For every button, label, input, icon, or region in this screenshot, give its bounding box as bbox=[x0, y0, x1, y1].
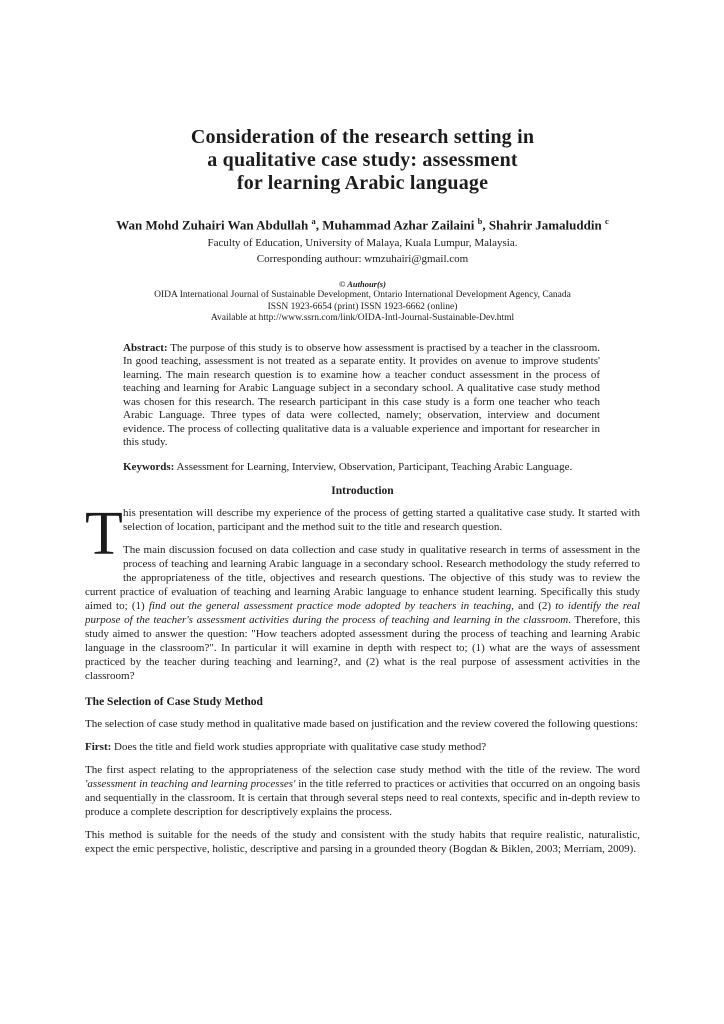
abstract-text: The purpose of this study is to observe how assessment is practised by a teacher in the classroom. In good teaching, assessment is not treated as a separate entity. It provides on avenue to improve students' learning. The main research question is to examine how a teacher conduct assessment in the process of teaching and learning for Arabic Language subject in a secondary school. A qualitative case study method was chosen for this research. The research participant in this case study is a form one teacher who teach Arabic Language. Three types of data were collected, namely; observation, interview and document evidence. The process of collecting qualitative data is a valuable experience and important for researcher in this study. bbox=[123, 341, 600, 449]
keywords-label: Keywords: bbox=[123, 460, 175, 473]
selection-p2-segment-3: in the title referred to practices or activities that occurred on an ongoing basis and sequentially in the classroom. It is certain that through several steps need to real contexts, specific and in-depth review to produce a complete description for descriptively explains the process. bbox=[85, 778, 640, 819]
selection-method-heading: The Selection of Case Study Method bbox=[85, 696, 263, 709]
author-separator-2: , bbox=[482, 217, 489, 233]
introduction-paragraph-1-text: his presentation will describe my experience of the process of getting started a qualitative case study. It started with selection of location, participant and the method suit to the title and research question. bbox=[123, 507, 640, 534]
selection-paragraph-2 bbox=[85, 763, 640, 819]
intro-p2-objective-2-italic: to identify the real purpose of the teacher's assessment activities during the process of teaching and learning in the classroom bbox=[85, 600, 641, 627]
introduction-heading: Introduction bbox=[331, 485, 394, 498]
intro-p2-segment-5: . Therefore, this study aimed to answer the question: "How teachers adopted assessment during the process of teaching and learning Arabic language in the classroom?". In particular it will examine in depth with respect to; (1) what are the ways of assessment practiced by the teacher during teaching and learning?, and (2) what is the real purpose of assessment activities in the classroom? bbox=[85, 614, 640, 683]
authors-line bbox=[85, 216, 640, 233]
first-question-label: First: bbox=[85, 741, 112, 754]
author-2-affiliation-mark: b bbox=[477, 216, 483, 226]
selection-paragraph-1: The selection of case study method in qualitative made based on justification and the review covered the following questions: bbox=[85, 718, 638, 731]
intro-p2-objective-1-italic: find out the general assessment practice mode adopted by teachers in teaching bbox=[148, 600, 512, 613]
affiliation-line: Faculty of Education, University of Malaya, Kuala Lumpur, Malaysia. bbox=[207, 237, 518, 250]
keywords-paragraph bbox=[123, 461, 600, 475]
introduction-section bbox=[85, 500, 641, 683]
abstract-paragraph bbox=[123, 342, 600, 450]
introduction-paragraph-2 bbox=[85, 543, 640, 683]
keywords-text: Assessment for Learning, Interview, Observation, Participant, Teaching Arabic Language. bbox=[176, 460, 573, 473]
author-3-name: Shahrir Jamaluddin bbox=[488, 217, 602, 233]
author-1-name: Wan Mohd Zuhairi Wan Abdullah bbox=[116, 217, 309, 233]
intro-p2-segment-1: The main discussion focused on data collection and case study in qualitative research in terms of assessment in the process of teaching and learning Arabic language in a secondary school. Research methodology the study referred to the appropriateness of the title, objectives and research questions. The objective of this study was to review the current practice of evaluation of teaching and learning Arabic language to enhance student learning. Specifically this study aimed to; (1) bbox=[85, 544, 640, 613]
publisher-block bbox=[85, 279, 640, 325]
intro-p2-segment-3: , and (2) bbox=[511, 600, 556, 613]
author-3-affiliation-mark: c bbox=[604, 216, 609, 226]
author-2-name: Muhammad Azhar Zailaini bbox=[322, 217, 475, 233]
abstract-keywords-block bbox=[123, 342, 600, 475]
corresponding-author-line: Corresponding authour: wmzuhairi@gmail.com bbox=[256, 253, 469, 266]
paper-title-line-3: for learning Arabic language bbox=[236, 172, 489, 194]
selection-p2-quoted-phrase-italic: 'assessment in teaching and learning processes' bbox=[85, 778, 296, 791]
author-separator-1: , bbox=[315, 217, 323, 233]
selection-paragraph-3: This method is suitable for the needs of the study and consistent with the study habits that require realistic, naturalistic, expect the emic perspective, holistic, descriptive and parsing in a grounded theory (Bogdan & Biklen, 2003; Merriam, 2009). bbox=[85, 829, 640, 856]
selection-p2-segment-1: The first aspect relating to the appropriateness of the selection case study method with the title of the review. The word bbox=[85, 764, 640, 777]
first-question-line bbox=[85, 740, 640, 754]
paper-title-line-2: a qualitative case study: assessment bbox=[207, 149, 518, 171]
drop-cap-letter: T bbox=[85, 500, 123, 569]
journal-name-line: OIDA International Journal of Sustainable Development, Ontario International Development Agency, Canada bbox=[154, 290, 571, 301]
availability-url-line: Available at http://www.ssrn.com/link/OIDA-Intl-Journal-Sustainable-Dev.html bbox=[210, 313, 515, 324]
copyright-line: © Authour(s) bbox=[339, 279, 386, 290]
paper-title-line-1: Consideration of the research setting in bbox=[190, 126, 535, 148]
abstract-label: Abstract: bbox=[123, 341, 168, 354]
issn-line: ISSN 1923-6654 (print) ISSN 1923-6662 (online) bbox=[267, 301, 458, 312]
selection-method-section bbox=[85, 717, 640, 856]
introduction-paragraph-1 bbox=[85, 500, 640, 569]
first-question-text: Does the title and field work studies appropriate with qualitative case study method? bbox=[111, 741, 487, 754]
paper-content bbox=[85, 126, 640, 865]
author-1-affiliation-mark: a bbox=[311, 216, 316, 226]
paper-title bbox=[85, 126, 640, 195]
